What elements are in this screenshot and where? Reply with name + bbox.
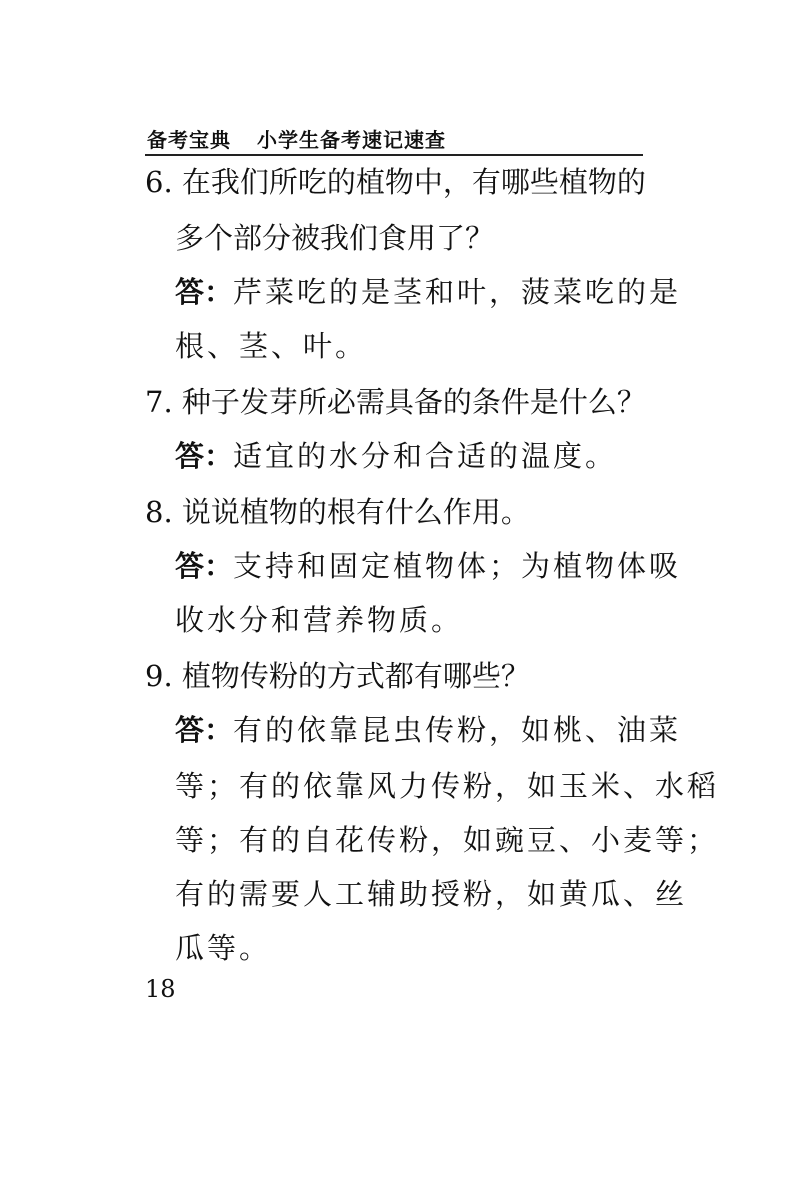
- answer-8-text-2: 收水分和营养物质。: [175, 603, 464, 637]
- question-7-line-1: 7. 种子发芽所必需具备的条件是什么？: [145, 385, 646, 419]
- question-8-line-1: 8. 说说植物的根有什么作用。: [145, 495, 530, 529]
- answer-9-text-5: 瓜等。: [175, 931, 272, 965]
- answer-6-text-1: 芹菜吃的是茎和叶，菠菜吃的是: [233, 275, 682, 309]
- question-9-line-1: 9. 植物传粉的方式都有哪些？: [145, 659, 530, 693]
- answer-8-text-1: 支持和固定植物体；为植物体吸: [233, 549, 682, 583]
- answer-9-text-2: 等；有的依靠风力传粉，如玉米、水稻: [175, 769, 720, 803]
- answer-6-line-1: [175, 272, 681, 312]
- answer-9-line-3: [175, 820, 719, 860]
- answer-7-line-1: [175, 436, 617, 476]
- answer-6-text-2: 根、茎、叶。: [175, 329, 368, 363]
- book-subtitle: 小学生备考速记速查: [257, 128, 446, 152]
- answer-label: 答：: [175, 713, 234, 747]
- answer-label: 答：: [175, 549, 234, 583]
- answer-8-line-2: [175, 600, 463, 640]
- answer-9-line-5: [175, 928, 271, 968]
- question-6-line-1: 6. 在我们所吃的植物中，有哪些植物的: [145, 165, 646, 199]
- answer-6-line-2: [175, 326, 367, 366]
- answer-label: 答：: [175, 439, 234, 473]
- page-header: [145, 118, 643, 156]
- answer-9-text-1: 有的依靠昆虫传粉，如桃、油菜: [233, 713, 682, 747]
- answer-9-text-4: 有的需要人工辅助授粉，如黄瓜、丝: [175, 877, 688, 911]
- page-number: 18: [145, 975, 176, 1003]
- answer-8-line-1: [175, 546, 681, 586]
- answer-label: 答：: [175, 275, 234, 309]
- answer-9-line-1: [175, 710, 681, 750]
- book-title: 备考宝典: [147, 128, 231, 152]
- answer-9-line-2: [175, 766, 719, 806]
- answer-7-text-1: 适宜的水分和合适的温度。: [233, 439, 618, 473]
- answer-9-line-4: [175, 874, 687, 914]
- question-6-line-2: 多个部分被我们食用了？: [175, 221, 495, 255]
- answer-9-text-3: 等；有的自花传粉，如豌豆、小麦等；: [175, 823, 720, 857]
